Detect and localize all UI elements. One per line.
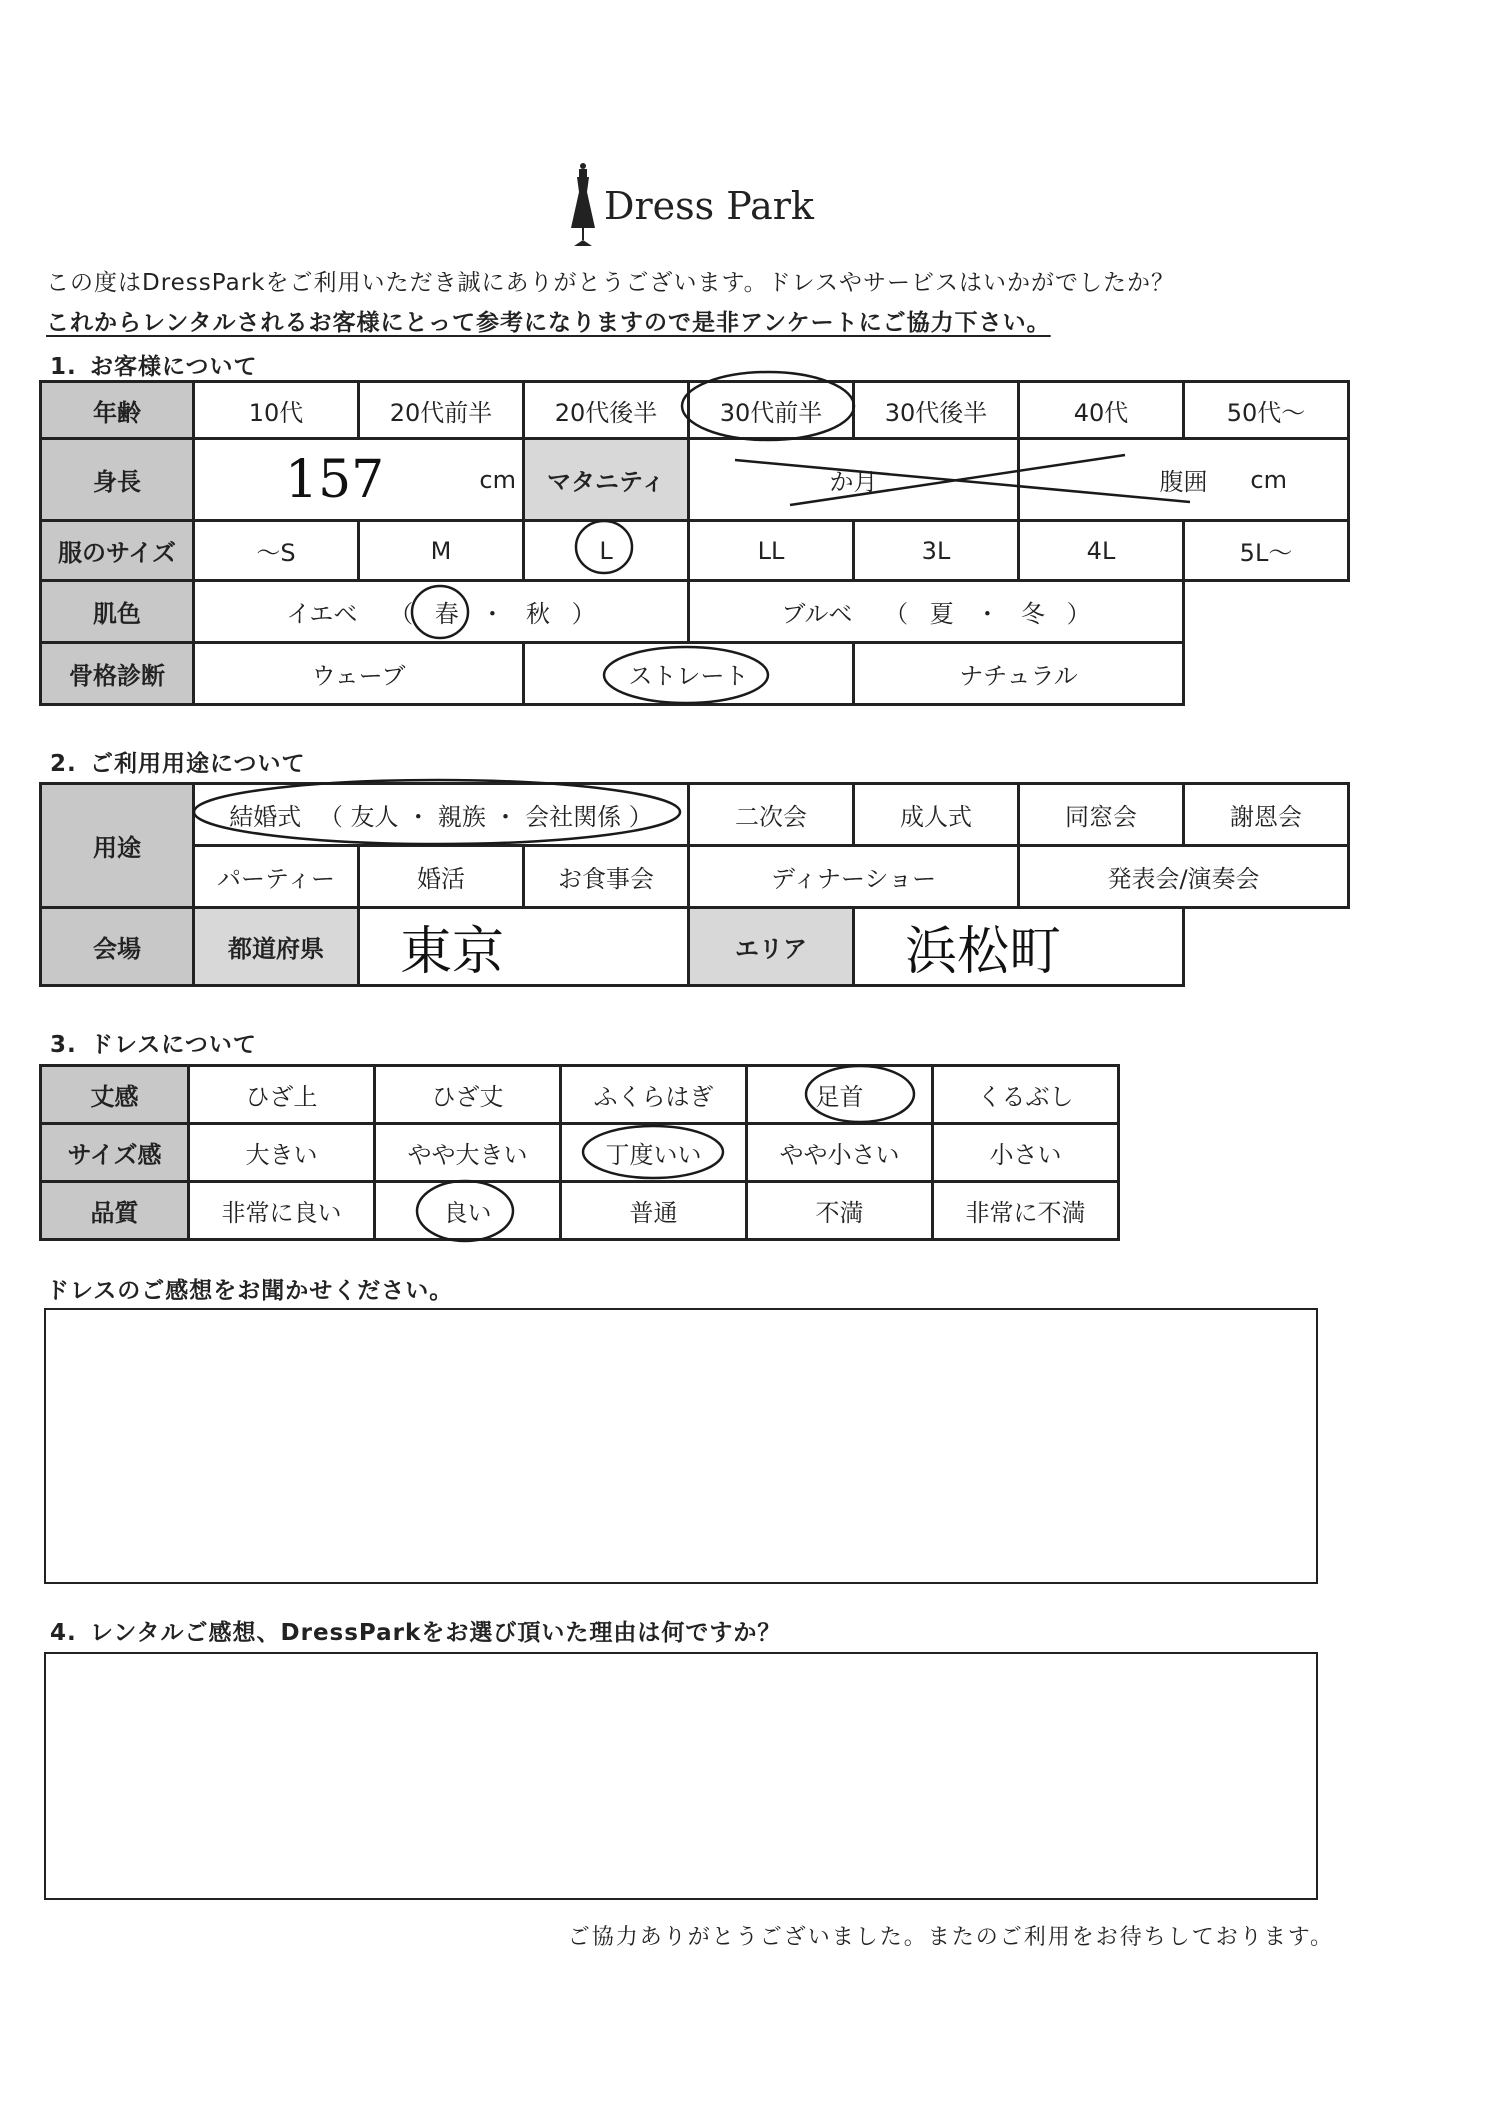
section-title: レンタルご感想、DressParkをお選び頂いた理由は何ですか？: [90, 1620, 782, 1646]
empty-cell: [1184, 643, 1349, 705]
quality-option[interactable]: 普通: [561, 1182, 747, 1240]
length-option[interactable]: ひざ丈: [375, 1066, 561, 1124]
usage-option[interactable]: 同窓会: [1019, 784, 1184, 846]
usage-option[interactable]: 謝恩会: [1184, 784, 1349, 846]
size-option[interactable]: LL: [689, 521, 854, 581]
size-option[interactable]: 3L: [854, 521, 1019, 581]
size-option-selected[interactable]: L: [524, 521, 689, 581]
section-2-heading: [50, 745, 306, 778]
summer-option[interactable]: 夏: [929, 600, 954, 628]
usage-option[interactable]: 発表会/演奏会: [1019, 846, 1349, 908]
friend-option[interactable]: 友人: [350, 803, 399, 831]
section-number: 2.: [50, 751, 77, 777]
fit-option[interactable]: 大きい: [189, 1124, 375, 1182]
usage-label: 用途: [41, 784, 194, 908]
area-label: エリア: [689, 908, 854, 986]
length-option[interactable]: くるぶし: [933, 1066, 1119, 1124]
usage-option[interactable]: ディナーショー: [689, 846, 1019, 908]
size-option[interactable]: 4L: [1019, 521, 1184, 581]
autumn-option[interactable]: 秋: [525, 600, 550, 628]
wedding-option-selected[interactable]: 結婚式 （ 友人 ・ 親族 ・ 会社関係 ）: [194, 784, 689, 846]
fit-row: [41, 1124, 1119, 1182]
prefecture-handwritten-value: 東京: [400, 922, 505, 982]
skeleton-option[interactable]: ウェーブ: [194, 643, 524, 705]
height-field[interactable]: [194, 439, 524, 521]
section-number: 4.: [50, 1620, 77, 1646]
intro-line-2: これからレンタルされるお客様にとって参考になりますので是非アンケートにご協力下さい。: [46, 310, 1051, 336]
height-label: 身長: [41, 439, 194, 521]
section-3-heading: [50, 1026, 257, 1059]
size-row: [41, 521, 1349, 581]
height-unit: cm: [479, 465, 516, 494]
waist-label: 腹囲: [1159, 468, 1208, 496]
length-row: [41, 1066, 1119, 1124]
age-label: 年齢: [41, 382, 194, 439]
size-option[interactable]: M: [359, 521, 524, 581]
spring-option-selected[interactable]: 春: [434, 600, 459, 628]
quality-option-selected[interactable]: 良い: [375, 1182, 561, 1240]
dress-comment-box[interactable]: [44, 1308, 1318, 1584]
age-option[interactable]: 50代〜: [1184, 382, 1349, 439]
usage-option[interactable]: お食事会: [524, 846, 689, 908]
size-option[interactable]: 〜S: [194, 521, 359, 581]
height-handwritten-value: 157: [285, 449, 385, 510]
closing-message: ご協力ありがとうございました。またのご利用をお待ちしております。: [567, 1925, 1334, 1950]
size-option[interactable]: 5L〜: [1184, 521, 1349, 581]
section-1-heading: [50, 348, 258, 381]
age-row: [41, 382, 1349, 439]
skin-label: 肌色: [41, 581, 194, 643]
section-number: 3.: [50, 1032, 77, 1058]
quality-option[interactable]: 不満: [747, 1182, 933, 1240]
usage-option[interactable]: 成人式: [854, 784, 1019, 846]
blue-base-label: ブルベ: [781, 600, 853, 628]
maternity-months-field[interactable]: [689, 439, 1019, 521]
yellow-base-option[interactable]: イエベ （ 春 ・ 秋 ）: [194, 581, 689, 643]
prefecture-field[interactable]: [359, 908, 689, 986]
usage-option[interactable]: 二次会: [689, 784, 854, 846]
dress-comment-prompt: ドレスのご感想をお聞かせください。: [46, 1278, 454, 1304]
size-label: 服のサイズ: [41, 521, 194, 581]
skeleton-row: [41, 643, 1349, 705]
skeleton-option[interactable]: ナチュラル: [854, 643, 1184, 705]
skin-row: [41, 581, 1349, 643]
quality-label: 品質: [41, 1182, 189, 1240]
dress-icon: [568, 160, 598, 250]
section-title: ご利用用途について: [90, 751, 306, 777]
area-field[interactable]: [854, 908, 1184, 986]
rental-comment-box[interactable]: [44, 1652, 1318, 1900]
skeleton-option-selected[interactable]: ストレート: [524, 643, 854, 705]
customer-table: [39, 380, 1350, 706]
quality-row: [41, 1182, 1119, 1240]
age-option[interactable]: 20代後半: [524, 382, 689, 439]
height-row: [41, 439, 1349, 521]
quality-option[interactable]: 非常に不満: [933, 1182, 1119, 1240]
usage-table: [39, 782, 1350, 987]
venue-label: 会場: [41, 908, 194, 986]
usage-row-2: [41, 846, 1349, 908]
dress-table: [39, 1064, 1120, 1241]
winter-option[interactable]: 冬: [1020, 600, 1045, 628]
age-option[interactable]: 40代: [1019, 382, 1184, 439]
company-option[interactable]: 会社関係: [525, 803, 622, 831]
fit-option[interactable]: やや大きい: [375, 1124, 561, 1182]
section-title: ドレスについて: [90, 1032, 257, 1058]
age-option[interactable]: 20代前半: [359, 382, 524, 439]
fit-option[interactable]: 小さい: [933, 1124, 1119, 1182]
prefecture-label: 都道府県: [194, 908, 359, 986]
section-number: 1.: [50, 354, 77, 380]
quality-option[interactable]: 非常に良い: [189, 1182, 375, 1240]
section-4-heading: [50, 1614, 781, 1647]
empty-cell: [1184, 581, 1349, 643]
length-option[interactable]: ひざ上: [189, 1066, 375, 1124]
usage-row-1: [41, 784, 1349, 846]
waist-unit: cm: [1250, 465, 1287, 494]
age-option[interactable]: 30代後半: [854, 382, 1019, 439]
fit-label: サイズ感: [41, 1124, 189, 1182]
maternity-label: マタニティ: [524, 439, 689, 521]
relative-option[interactable]: 親族: [437, 803, 486, 831]
maternity-waist-field[interactable]: [1019, 439, 1349, 521]
intro-line-1: この度はDressParkをご利用いただき誠にありがとうございます。ドレスやサービスはいかがでしたか？: [46, 270, 1175, 296]
yellow-base-label: イエベ: [286, 600, 358, 628]
venue-row: [41, 908, 1349, 986]
logo-text: Dress Park: [604, 184, 814, 228]
usage-option[interactable]: 婚活: [359, 846, 524, 908]
empty-cell: [1184, 908, 1349, 986]
usage-option[interactable]: パーティー: [194, 846, 359, 908]
length-option[interactable]: ふくらはぎ: [561, 1066, 747, 1124]
age-option-selected[interactable]: 30代前半: [689, 382, 854, 439]
wedding-label: 結婚式: [229, 803, 302, 831]
brand-logo: [568, 160, 814, 256]
area-handwritten-value: 浜松町: [905, 922, 1062, 982]
section-title: お客様について: [90, 354, 258, 380]
length-option-selected[interactable]: 足首: [747, 1066, 933, 1124]
months-label: か月: [829, 468, 878, 496]
length-label: 丈感: [41, 1066, 189, 1124]
blue-base-option[interactable]: ブルベ （ 夏 ・ 冬 ）: [689, 581, 1184, 643]
age-option[interactable]: 10代: [194, 382, 359, 439]
fit-option[interactable]: やや小さい: [747, 1124, 933, 1182]
skeleton-label: 骨格診断: [41, 643, 194, 705]
fit-option-selected[interactable]: 丁度いい: [561, 1124, 747, 1182]
